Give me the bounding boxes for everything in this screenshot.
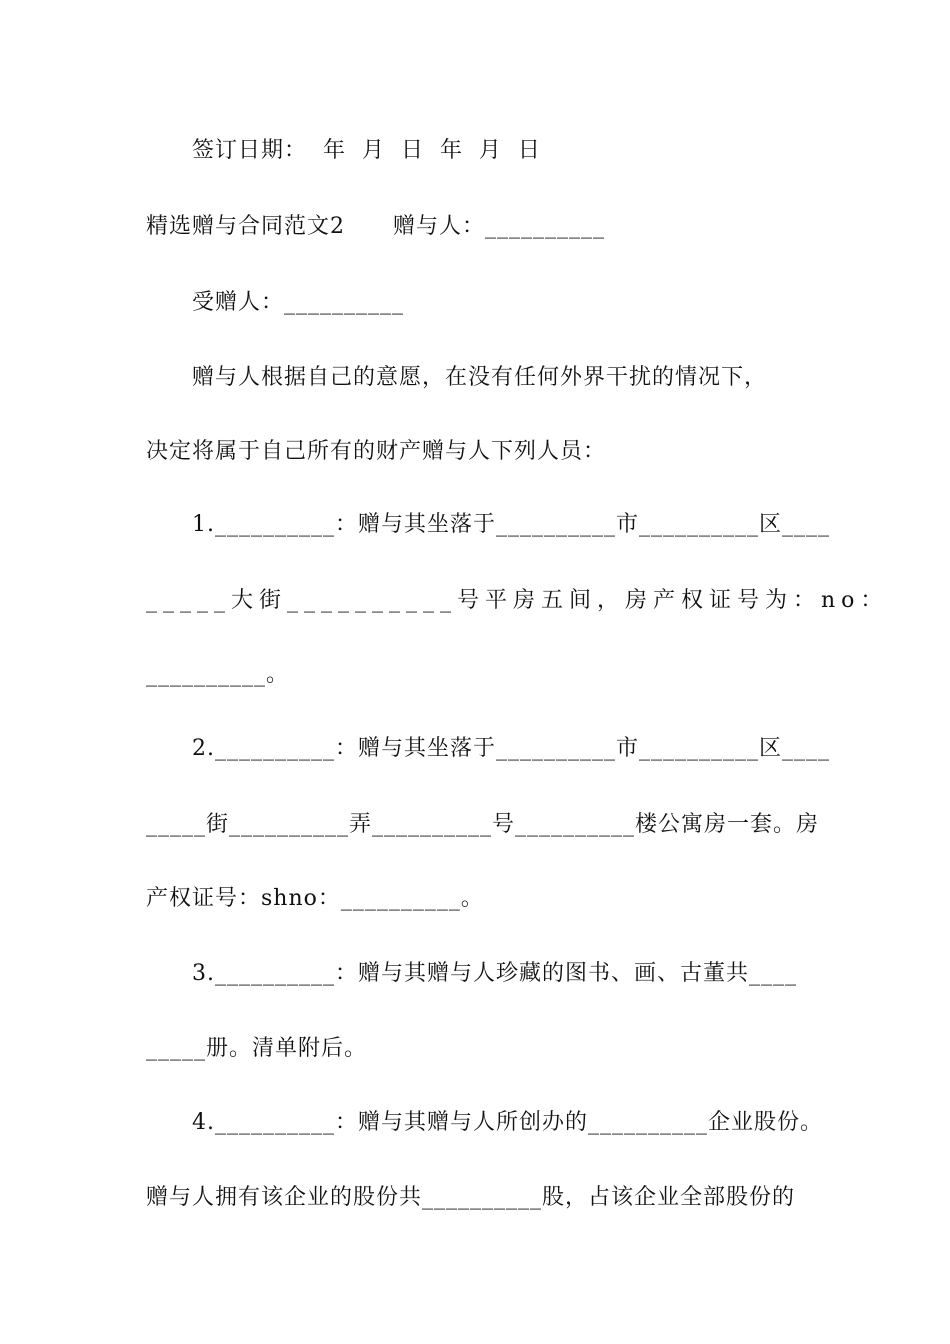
- intro-paragraph-line-2: 决定将属于自己所有的财产赠与人下列人员：: [146, 439, 607, 464]
- item-1-line-2: _____大街__________号平房五间，房产权证号为：no：: [146, 588, 889, 613]
- item-3-line-1: 3.__________：赠与其赠与人珍藏的图书、画、古董共____: [192, 961, 797, 986]
- item-1-line-3: __________。: [146, 662, 290, 687]
- item-2-line-1: 2.__________：赠与其坐落于__________市__________区____: [192, 736, 830, 761]
- item-1-line-1: 1.__________：赠与其坐落于__________市__________区____: [192, 512, 830, 537]
- item-2-line-2: _____街__________弄__________号__________楼公寓房一套。房: [146, 812, 820, 837]
- contract-title-donor-line: 精选赠与合同范文2 赠与人：__________: [146, 214, 605, 239]
- intro-paragraph-line-1: 赠与人根据自己的意愿，在没有任何外界干扰的情况下，: [192, 365, 768, 390]
- item-4-line-2: 赠与人拥有该企业的股份共__________股，占该企业全部股份的: [146, 1185, 796, 1210]
- item-3-line-2: _____册。清单附后。: [146, 1036, 368, 1061]
- recipient-line: 受赠人：__________: [192, 290, 405, 315]
- signing-date-line: 签订日期： 年 月 日 年 月 日: [192, 138, 541, 163]
- item-2-line-3: 产权证号：shno：__________。: [146, 886, 484, 911]
- item-4-line-1: 4.__________：赠与其赠与人所创办的__________企业股份。: [192, 1110, 823, 1135]
